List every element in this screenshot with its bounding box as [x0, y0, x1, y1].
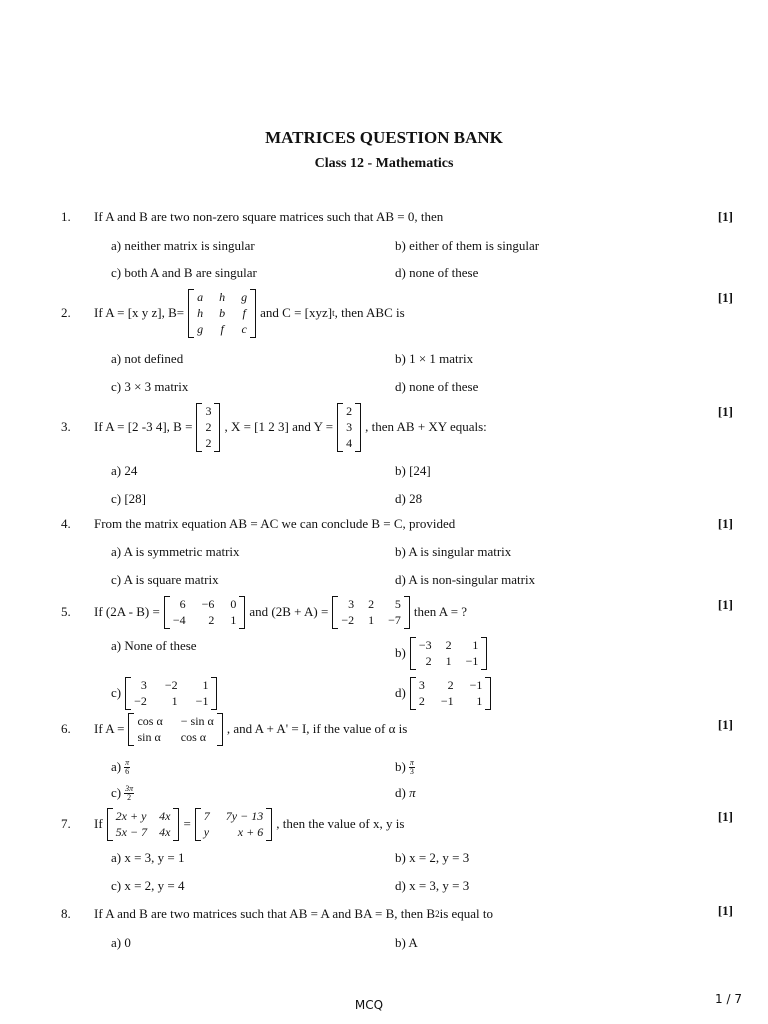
option-c[interactable]: c) A is square matrix [111, 572, 219, 587]
option-a[interactable]: a) $\frac{\pi}{6}$ [111, 757, 130, 776]
question-text-part: and C = [xyz] [260, 305, 333, 320]
option-d[interactable]: d) 3 2 −1 2 −1 1 [395, 676, 495, 710]
question-mark: [1] [717, 597, 733, 612]
option-a[interactable]: a) 0 [111, 935, 131, 950]
option-d[interactable]: d) x = 3, y = 3 [395, 878, 470, 893]
matrix-y: 2 3 4 [337, 403, 361, 452]
question-text-part: then A = ? [413, 604, 468, 619]
question-6 [0, 714, 768, 744]
option-b[interactable]: b) A is singular matrix [395, 544, 512, 559]
superscript: 2 [435, 909, 440, 919]
option-a[interactable]: a) x = 3, y = 1 [111, 850, 185, 865]
matrix-1: 6 −6 0 −4 2 1 [164, 596, 246, 629]
matrix-b: 3 2 2 [196, 403, 220, 452]
option-b[interactable]: b) either of them is singular [395, 238, 540, 253]
matrix-b: a h g h b f g f c [188, 289, 256, 338]
page-title: MATRICES QUESTION BANK [265, 128, 503, 147]
option-c[interactable]: c) $\frac{3\pi}{2}$ [111, 783, 134, 802]
option-d[interactable]: d) 28 [395, 491, 423, 506]
question-text: If A and B are two non-zero square matrices such that AB = 0, then [94, 209, 444, 224]
option-a[interactable]: a) A is symmetric matrix [111, 544, 240, 559]
question-number: 4. [61, 516, 71, 531]
option-a[interactable]: a) neither matrix is singular [111, 238, 255, 253]
option-b[interactable]: b) 1 × 1 matrix [395, 351, 474, 366]
option-b[interactable]: b) A [395, 935, 418, 950]
question-mark: [1] [717, 209, 733, 224]
question-number: 7. [61, 816, 71, 831]
footer-label: MCQ [354, 998, 384, 1012]
question-mark: [1] [717, 290, 733, 305]
question-number: 8. [61, 906, 71, 921]
option-d[interactable]: d) A is non-singular matrix [395, 572, 536, 587]
question-4 [0, 509, 768, 539]
question-text-part: If A and B are two matrices such that AB = A and BA = B, then B [94, 906, 436, 921]
question-text [94, 403, 487, 450]
option-a[interactable]: a) not defined [111, 351, 184, 366]
option-c-matrix: 3 −2 1 −2 1 −1 [125, 677, 217, 710]
question-7 [0, 809, 768, 839]
question-1 [0, 202, 768, 232]
question-text [94, 714, 407, 744]
question-text-part: , and A + A' = I, if the value of α is [226, 721, 408, 736]
matrix-a: cos α − sin α sin α cos α [128, 713, 222, 746]
option-a[interactable]: a) 24 [111, 463, 138, 478]
question-number: 2. [61, 305, 71, 320]
question-number: 6. [61, 721, 71, 736]
question-mark: [1] [717, 404, 733, 419]
question-5 [0, 597, 768, 627]
option-b[interactable]: b) [24] [395, 463, 431, 478]
fraction: $\frac{\pi}{6}$ [125, 757, 130, 776]
question-text-part: If A = [x y z], B= [94, 305, 185, 320]
question-text-part: If A = [94, 721, 125, 736]
page-subtitle: Class 12 - Mathematics [314, 156, 454, 171]
question-number: 5. [61, 604, 71, 619]
option-c[interactable]: c) 3 × 3 matrix [111, 379, 189, 394]
fraction: $\frac{\pi}{3}$ [409, 757, 414, 776]
superscript: t [332, 308, 335, 318]
question-3 [0, 403, 768, 450]
question-text [94, 289, 405, 336]
option-c[interactable]: c) both A and B are singular [111, 265, 257, 280]
option-d[interactable]: d) none of these [395, 379, 479, 394]
question-text-part: If [94, 816, 103, 831]
matrix-2: 3 2 5 −2 1 −7 [332, 596, 410, 629]
question-text [94, 899, 493, 929]
option-a[interactable]: a) None of these [111, 638, 197, 653]
matrix-2: 7 7y − 13 y x + 6 [195, 808, 272, 841]
question-text-part: = [183, 816, 191, 831]
option-b[interactable]: b) x = 2, y = 3 [395, 850, 470, 865]
option-c[interactable]: c) x = 2, y = 4 [111, 878, 185, 893]
question-mark: [1] [717, 903, 733, 918]
question-2 [0, 289, 768, 336]
option-b[interactable]: b) $\frac{\pi}{3}$ [395, 757, 414, 776]
question-text-part: is equal to [439, 906, 494, 921]
option-d[interactable]: d) none of these [395, 265, 479, 280]
question-8 [0, 899, 768, 929]
page-number: 1 / 7 [715, 992, 742, 1006]
question-text-part: , then ABC is [334, 305, 405, 320]
option-d[interactable]: d) π [395, 785, 416, 800]
question-text-part: If (2A - B) = [94, 604, 160, 619]
option-c[interactable]: c) 3 −2 1 −2 1 −1 [111, 676, 221, 710]
question-text-part: , then AB + XY equals: [365, 419, 487, 434]
option-c[interactable]: c) [28] [111, 491, 147, 506]
question-text: From the matrix equation AB = AC we can conclude B = C, provided [94, 516, 456, 531]
question-text-part: , then the value of x, y is [276, 816, 405, 831]
question-text-part: If A = [2 -3 4], B = [94, 419, 193, 434]
question-number: 3. [61, 419, 71, 434]
matrix-1: 2x + y 4x 5x − 7 4x [107, 808, 180, 841]
option-b[interactable]: b) −3 2 1 2 1 −1 [395, 636, 491, 670]
question-mark: [1] [717, 516, 733, 531]
question-mark: [1] [717, 809, 733, 824]
question-text [94, 597, 467, 627]
question-number: 1. [61, 209, 71, 224]
question-text [94, 809, 404, 839]
fraction: $\frac{3\pi}{2}$ [125, 783, 134, 802]
question-text-part: and (2B + A) = [249, 604, 329, 619]
option-d-matrix: 3 2 −1 2 −1 1 [410, 677, 492, 710]
question-mark: [1] [717, 717, 733, 732]
question-text-part: , X = [1 2 3] and Y = [224, 419, 334, 434]
option-b-matrix: −3 2 1 2 1 −1 [410, 637, 488, 670]
